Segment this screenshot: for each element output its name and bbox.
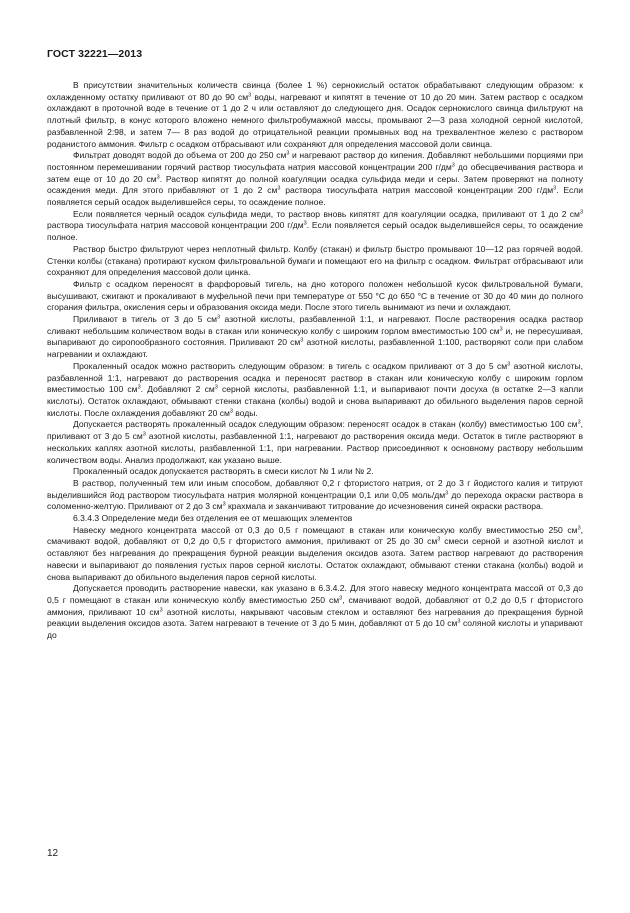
- superscript: 3: [277, 185, 281, 192]
- superscript: 3: [507, 361, 511, 368]
- superscript: 3: [222, 501, 226, 508]
- superscript: 3: [339, 595, 343, 602]
- superscript: 3: [214, 384, 218, 391]
- superscript: 3: [437, 536, 441, 543]
- paragraph: Допускается проводить растворение навески, как указано в 6.3.4.2. Для этого навеску медного концентрата массой от 0,3 до 0,5 г помещают в стакан или коническую колбу вместимостью 250 $см^3$, смачивают водой, добавляют от 0,2 до 0,5 г фтористого аммония, приливают 10 $см^3$ азотной кислоты, накрывают часовым стеклом и оставляют без нагревания до прекращения бурной реакции выделения оксидов азота. Затем нагревают в течение от 3 до 5 мин, добавляют от 5 до 10 $см^3$ соляной кислоты и упаривают до: [47, 583, 583, 641]
- paragraph: Навеску медного концентрата массой от 0,3 до 0,5 г помещают в стакан или коническую колбу вместимостью 250 $см^3$, смачивают водой, добавляют от 0,2 до 0,5 г фтористого аммония, приливают от 25 до 30 $см^3$ смеси серной и азотной кислот и оставляют без нагревания до прекращения бурной реакции выделения оксидов азота. Затем раствор нагревают до растворения навески и выпаривают до появления густых паров серной кислоты. Остаток охлаждают, обмывают стенки стакана (колбы) водой и снова выпаривают до обильного выделения паров серной кислоты.: [47, 524, 583, 582]
- paragraph: Если появляется черный осадок сульфида меди, то раствор вновь кипятят для коагуляции осадка, приливают от 1 до 2 $см^3$ раствора тиосульфата натрия массовой концентрации 200 $г/дм^3$. Если появляется серый осадок выделившейся серы, то осаждение полное.: [47, 208, 583, 243]
- paragraph: Фильтр с осадком переносят в фарфоровый тигель, на дно которого положен небольшой кусок фильтровальной бумаги, высушивают, сжигают и прокаливают в муфельной печи при температуре от 550 °С до 650 °С в течение от 30 до 40 мин до полного сгорания фильтра, окисления серы и образования оксида меди. После этого тигель вынимают из печи и охлаждают.: [47, 278, 583, 313]
- superscript: 3: [579, 209, 583, 216]
- paragraph: Фильтрат доводят водой до объема от 200 до 250 $см^3$ и нагревают раствор до кипения. Добавляют небольшими порциями при постоянном перемешивании горячий раствор тиосульфата натрия массовой концентрации 200 $г/дм^3$ до обесцвечивания раствора и затем еще от 10 до 20 $см^3$. Раствор кипятят до полной коагуляции осадка сульфида меди и серы. Затем проверяют на полноту осаждения меди. Для этого прибавляют от 1 до 2 $см^3$ раствора тиосульфата натрия массовой концентрации 200 $г/дм^3$. Если появляется серый осадок выделившейся серы, то осаждение полное.: [47, 150, 583, 208]
- superscript: 3: [577, 419, 581, 426]
- paragraph: Раствор быстро фильтруют через неплотный фильтр. Колбу (стакан) и фильтр быстро промывают 10—12 раз горячей водой. Стенки колбы (стакана) протирают куском фильтровальной бумаги и помещают его на фильтр с осадком. Фильтрат отбрасывают или сохраняют для определения массовой доли цинка.: [47, 243, 583, 278]
- paragraph: В присутствии значительных количеств свинца (более 1 %) сернокислый остаток обрабатывают следующим образом: к охлажденному остатку приливают от 80 до 90 $см^3$ воды, нагревают и кипятят в течение от 10 до 20 мин. Затем раствор с осадком охлаждают в проточной воде в течение от 1 до 2 ч или оставляют до следующего дня. Осадок сернокислого свинца фильтруют на плотный фильтр, в конус которого вложено немного фильтробумажной массы, промывают 2—3 раза холодной серной кислотой, разбавленной 2:98, и затем 7— 8 раз водой до отрицательной реакции промывных вод на трехвалентное железо с раствором роданистого аммония. Фильтр с осадком отбрасывают или сохраняют для определения массовой доли свинца.: [47, 80, 583, 149]
- paragraph: Прокаленный осадок можно растворить следующим образом: в тигель с осадком приливают от 3 до 5 $см^3$ азотной кислоты, разбавленной 1:1, нагревают до растворения осадка и переносят раствор в стакан или коническую колбу с широким горлом вместимостью 100 $см^3$. Добавляют 2 $см^3$ серной кислоты, разбавленной 1:1, и выпаривают почти досуха (в остатке 2—3 капли кислоты). Остаток охлаждают, обмывают стенки стакана (колбы) водой и снова выпаривают до обильного выделения паров серной кислоты. После охлаждения добавляют 20 $см^3$ воды.: [47, 360, 584, 418]
- paragraph: Допускается растворять прокаленный осадок следующим образом: переносят осадок в стакан (колбу) вместимостью 100 $см^3$, приливают от 3 до 5 $см^3$ азотной кислоты, разбавленной 1:1, нагревают до растворения оксида меди. Остаток в тигле растворяют в нескольких каплях азотной кислоты, разбавленной 1:1, при нагревании. Раствор присоединяют к основному раствору небольшим количеством воды. Анализ продолжают, как указано выше.: [47, 419, 583, 465]
- superscript: 3: [577, 525, 581, 532]
- paragraph: Прокаленный осадок допускается растворять в смеси кислот № 1 или № 2.: [73, 466, 374, 477]
- superscript: 3: [142, 431, 146, 438]
- superscript: 3: [286, 150, 290, 157]
- superscript: 3: [159, 607, 163, 614]
- paragraph: В раствор, полученный тем или иным способом, добавляют 0,2 г фтористого натрия, от 2 до 3 г йодистого калия и титруют выделившийся йод раствором тиосульфата натрия молярной концентрации 0,1 или 0,05 моль/$дм^3$ до перехода окраски раствора в соломенно-желтую. Приливают от 2 до 3 $см^3$ крахмала и заканчивают титрование до исчезновения синей окраски раствора.: [47, 477, 583, 512]
- superscript: 3: [248, 92, 252, 99]
- superscript: 3: [451, 162, 455, 169]
- superscript: 3: [457, 618, 461, 625]
- section-heading: 6.3.4.3 Определение меди без отделения ее от мешающих элементов: [73, 513, 353, 524]
- paragraph: Приливают в тигель от 3 до 5 $см^3$ азотной кислоты, разбавленной 1:1, и нагревают. После растворения осадка раствор сливают небольшим количеством воды в стакан или коническую колбу с широким горлом вместимостью 100 $см^3$ и, не пересушивая, выпаривают до сиропообразного состояния. Приливают 20 $см^3$ азотной кислоты, разбавленной 1:100, растворяют соли при слабом нагревании и охлаждают.: [47, 314, 583, 360]
- superscript: 3: [137, 384, 141, 391]
- superscript: 3: [303, 220, 307, 227]
- superscript: 3: [217, 314, 221, 321]
- superscript: 3: [553, 185, 557, 192]
- page-number: 12: [47, 848, 59, 859]
- document-body: [47, 80, 583, 642]
- superscript: 3: [229, 408, 233, 415]
- superscript: 3: [445, 490, 449, 497]
- document-header: ГОСТ 32221—2013: [47, 48, 143, 60]
- superscript: 3: [156, 174, 160, 181]
- superscript: 3: [499, 326, 503, 333]
- superscript: 3: [300, 337, 304, 344]
